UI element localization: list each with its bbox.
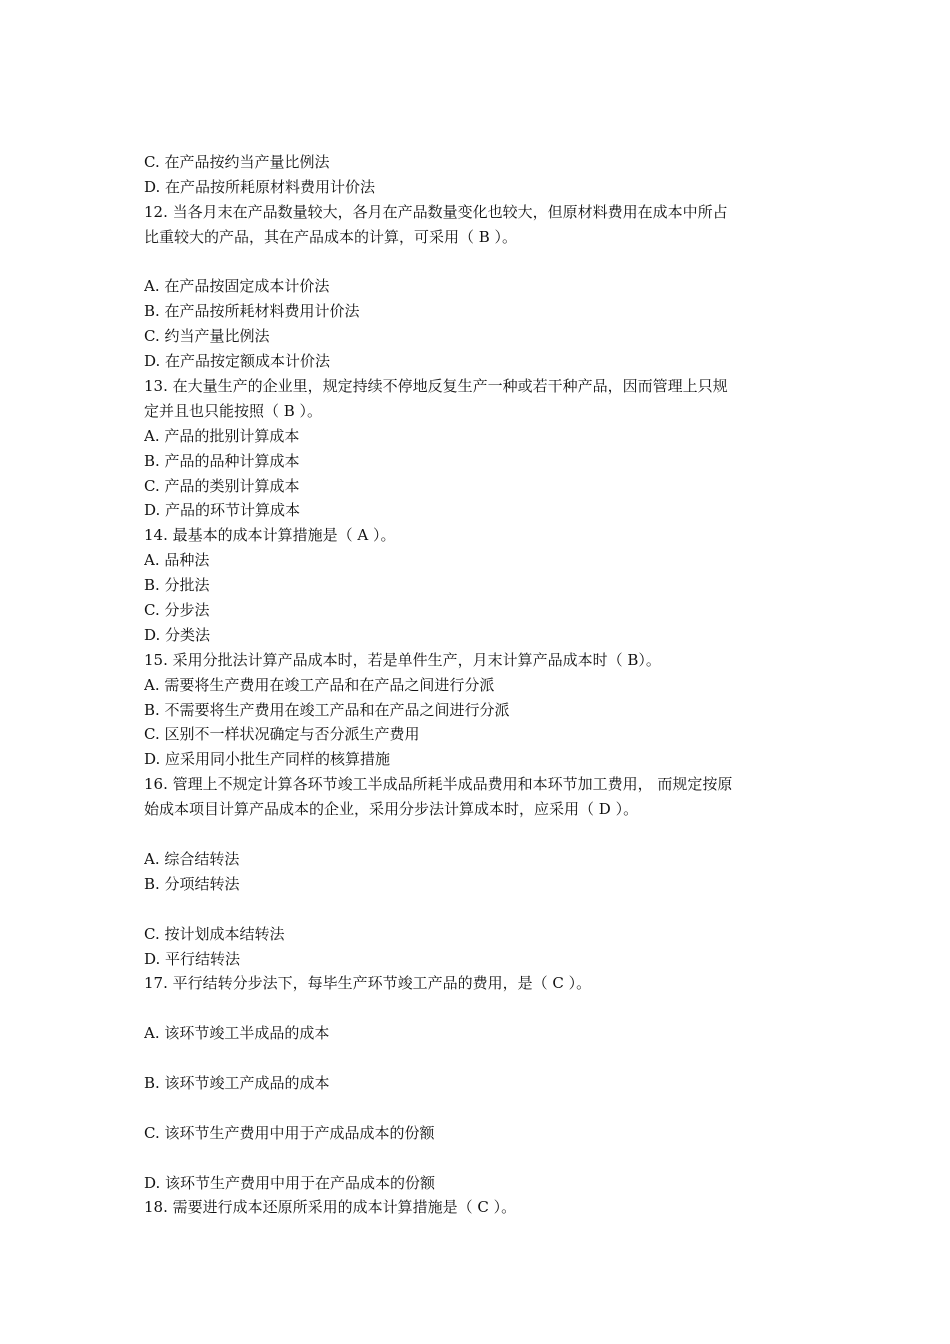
option-line: A. 需要将生产费用在竣工产品和在产品之间进行分派 xyxy=(144,675,495,694)
option-line: D. 平行结转法 xyxy=(144,949,241,968)
option-line: C. 在产品按约当产量比例法 xyxy=(144,153,330,171)
question-line: 比重较大的产品，其在产品成本的计算，可采用（ B ）。 xyxy=(144,227,518,246)
option-line: D. 产品的环节计算成本 xyxy=(144,501,301,520)
question-line: 定并且也只能按照（ B ）。 xyxy=(144,401,323,420)
question-line: 18. 需要进行成本还原所采用的成本计算措施是（ C ）。 xyxy=(144,1198,517,1217)
document-body xyxy=(144,150,810,1220)
option-line: A. 综合结转法 xyxy=(144,849,240,868)
option-line: B. 产品的品种计算成本 xyxy=(144,451,300,470)
option-line: B. 分项结转法 xyxy=(144,874,240,893)
option-line: A. 产品的批别计算成本 xyxy=(144,426,300,445)
question-line: 14. 最基本的成本计算措施是（ A ）。 xyxy=(144,526,396,545)
question-line: 15. 采用分批法计算产品成本时，若是单件生产，月末计算产品成本时（ B）。 xyxy=(144,650,661,669)
question-line: 17. 平行结转分步法下，每毕生产环节竣工产品的费用，是（ C ）。 xyxy=(144,974,592,993)
option-line: B. 该环节竣工产成品的成本 xyxy=(144,1073,330,1092)
question-line: 12. 当各月末在产品数量较大，各月在产品数量变化也较大，但原材料费用在成本中所占 xyxy=(144,202,728,221)
blank-line xyxy=(144,822,810,847)
blank-line xyxy=(144,1146,810,1171)
option-line: C. 约当产量比例法 xyxy=(144,327,270,346)
option-line: B. 在产品按所耗材料费用计价法 xyxy=(144,302,360,321)
option-line: D. 在产品按定额成本计价法 xyxy=(144,352,331,371)
blank-line xyxy=(144,250,810,275)
option-line: A. 品种法 xyxy=(144,551,210,570)
option-line: D. 该环节生产费用中用于在产品成本的份额 xyxy=(144,1173,436,1192)
option-line: D. 在产品按所耗原材料费用计价法 xyxy=(144,177,376,196)
option-line: C. 分步法 xyxy=(144,601,210,620)
question-line: 16. 管理上不规定计算各环节竣工半成品所耗半成品费用和本环节加工费用， 而规定按原 xyxy=(144,775,733,794)
option-line: B. 分批法 xyxy=(144,576,210,595)
blank-line xyxy=(144,1096,810,1121)
option-line: B. 不需要将生产费用在竣工产品和在产品之间进行分派 xyxy=(144,700,510,719)
option-line: C. 按计划成本结转法 xyxy=(144,924,285,943)
question-line: 始成本项目计算产品成本的企业，采用分步法计算成本时，应采用（ D ）。 xyxy=(144,800,639,819)
blank-line xyxy=(144,1046,810,1071)
option-line: C. 该环节生产费用中用于产成品成本的份额 xyxy=(144,1123,435,1142)
blank-line xyxy=(144,996,810,1021)
option-line: A. 该环节竣工半成品的成本 xyxy=(144,1024,330,1043)
option-line: D. 应采用同小批生产同样的核算措施 xyxy=(144,750,391,769)
option-line: D. 分类法 xyxy=(144,625,211,644)
option-line: C. 产品的类别计算成本 xyxy=(144,476,300,495)
option-line: A. 在产品按固定成本计价法 xyxy=(144,277,330,296)
blank-line xyxy=(144,897,810,922)
option-line: C. 区别不一样状况确定与否分派生产费用 xyxy=(144,725,420,744)
question-line: 13. 在大量生产的企业里，规定持续不停地反复生产一种或若干种产品，因而管理上只规 xyxy=(144,377,728,396)
